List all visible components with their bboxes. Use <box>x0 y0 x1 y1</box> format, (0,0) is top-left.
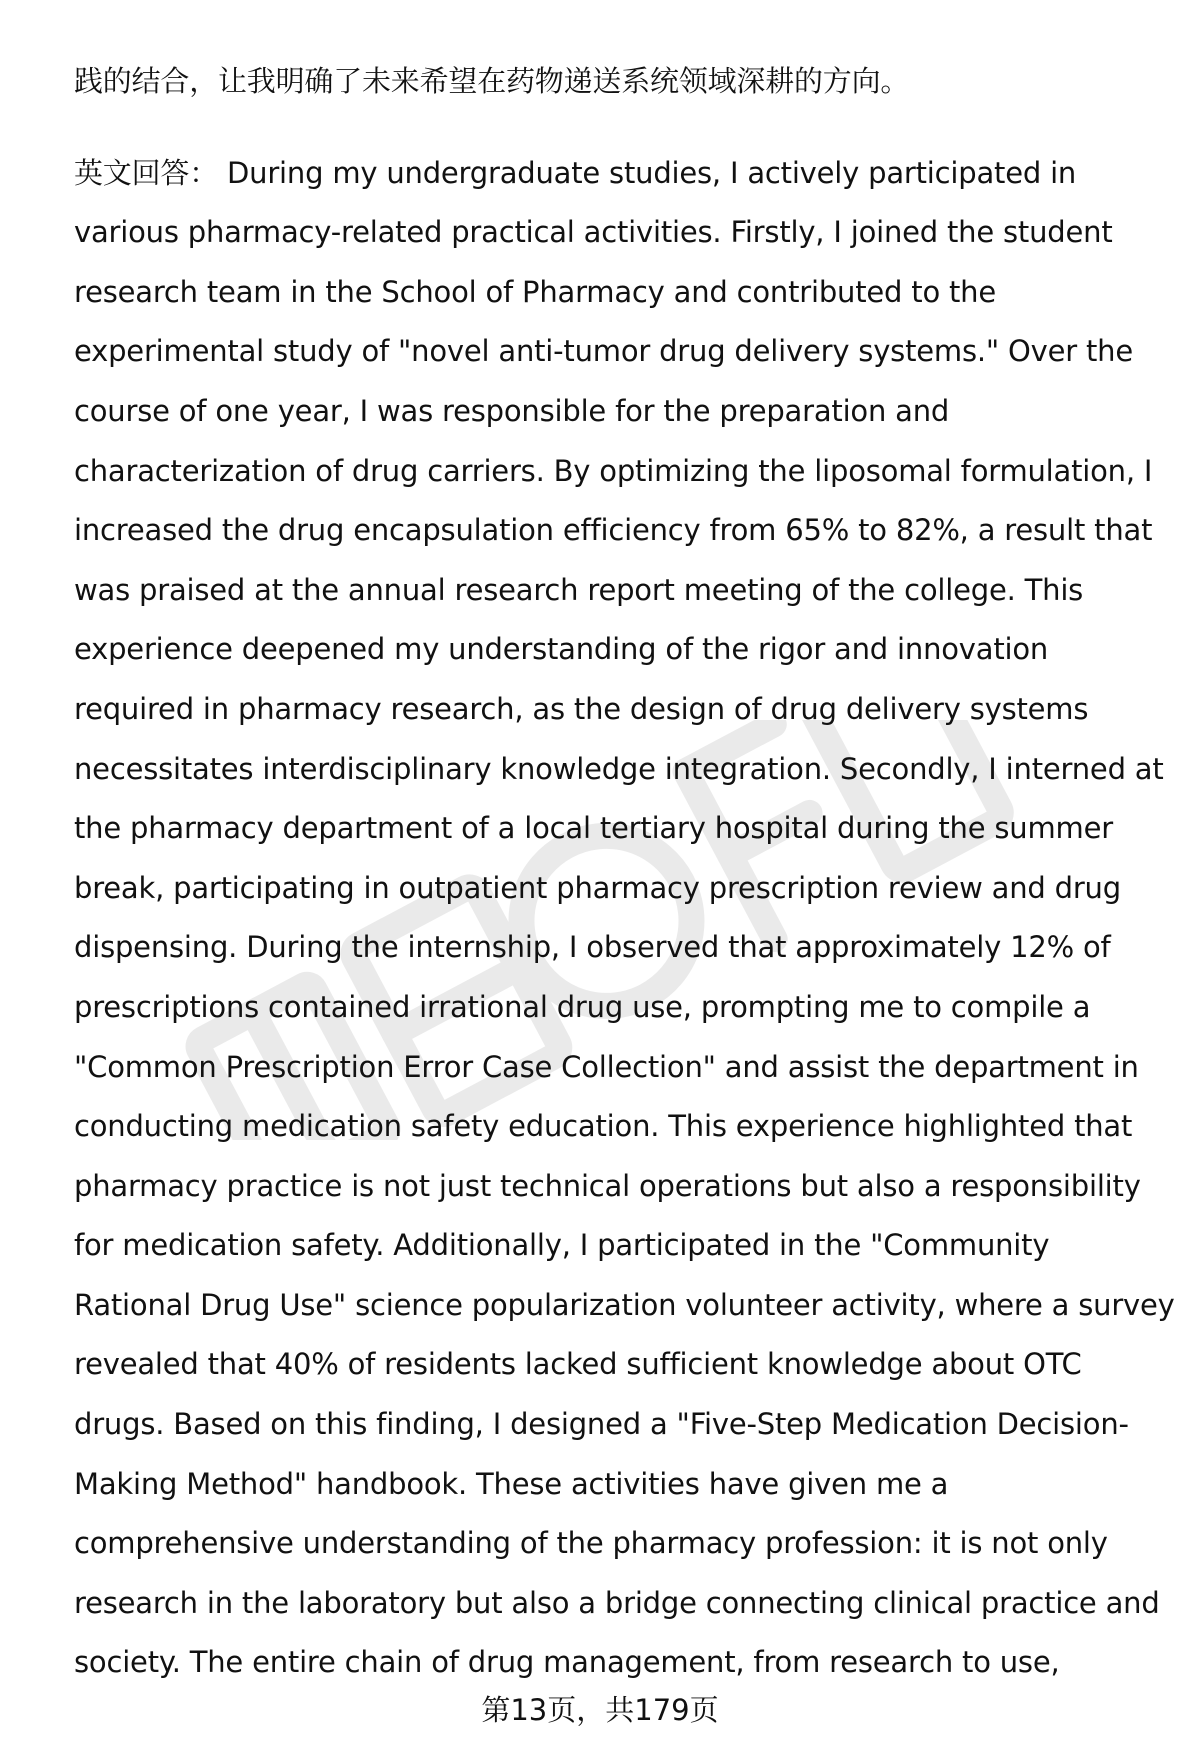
text-line: society. The entire chain of drug management, from research to use, <box>74 1645 1060 1680</box>
text-line: break, participating in outpatient pharmacy prescription review and drug <box>74 870 1121 905</box>
text-line: increased the drug encapsulation efficiency from 65% to 82%, a result that <box>74 513 1153 548</box>
text-line: experience deepened my understanding of the rigor and innovation <box>74 632 1049 667</box>
text-line: revealed that 40% of residents lacked sufficient knowledge about OTC <box>74 1347 1082 1382</box>
text-line: conducting medication safety education. This experience highlighted that <box>74 1109 1133 1144</box>
text-line: "Common Prescription Error Case Collection" and assist the department in <box>74 1049 1139 1084</box>
page-number-footer: 第13页，共179页 <box>481 1693 719 1727</box>
text-line: comprehensive understanding of the pharmacy profession: it is not only <box>74 1526 1108 1561</box>
text-line: research team in the School of Pharmacy and contributed to the <box>74 274 997 309</box>
text-line: characterization of drug carriers. By optimizing the liposomal formulation, I <box>74 453 1153 488</box>
text-line: 英文回答： During my undergraduate studies, I actively participated in <box>74 155 1077 190</box>
text-line: Making Method" handbook. These activities have given me a <box>74 1466 949 1501</box>
text-line: course of one year, I was responsible for the preparation and <box>74 393 950 428</box>
text-line: research in the laboratory but also a bridge connecting clinical practice and <box>74 1585 1160 1620</box>
text-line: pharmacy practice is not just technical operations but also a responsibility <box>74 1168 1141 1203</box>
body-text <box>74 52 1175 1693</box>
text-line: 践的结合，让我明确了未来希望在药物递送系统领域深耕的方向。 <box>74 64 910 98</box>
text-line: for medication safety. Additionally, I participated in the "Community <box>74 1228 1050 1263</box>
text-line: drugs. Based on this finding, I designed a "Five-Step Medication Decision- <box>74 1407 1129 1442</box>
text-line: experimental study of "novel anti-tumor drug delivery systems." Over the <box>74 334 1133 369</box>
text-line: necessitates interdisciplinary knowledge integration. Secondly, I interned at <box>74 751 1164 786</box>
text-line: dispensing. During the internship, I observed that approximately 12% of <box>74 930 1111 965</box>
text-line: Rational Drug Use" science popularization volunteer activity, where a survey <box>74 1287 1175 1322</box>
text-line: required in pharmacy research, as the design of drug delivery systems <box>74 691 1089 726</box>
text-line: the pharmacy department of a local tertiary hospital during the summer <box>74 811 1113 846</box>
text-line: various pharmacy-related practical activities. Firstly, I joined the student <box>74 215 1113 250</box>
text-line: was praised at the annual research report meeting of the college. This <box>74 572 1084 607</box>
text-line: prescriptions contained irrational drug use, prompting me to compile a <box>74 989 1091 1024</box>
